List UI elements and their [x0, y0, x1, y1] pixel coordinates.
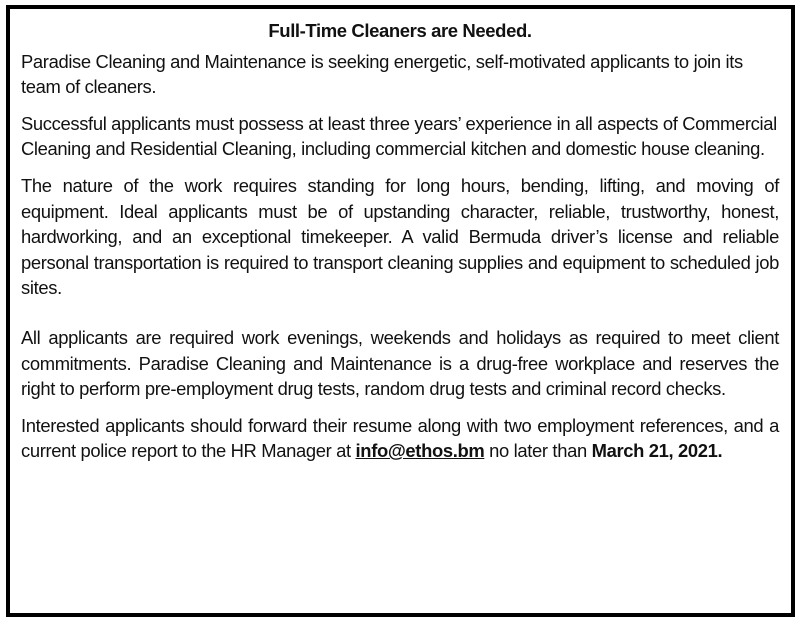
requirements-paragraph: All applicants are required work evenings, weekends and holidays as required to meet client commitments. Paradise Cleaning and Maintenance is a drug-free workplace and reserves the right to perform pre-employment drug tests, random drug tests and criminal record checks.: [21, 326, 779, 400]
work-nature-paragraph: The nature of the work requires standing for long hours, bending, lifting, and moving of equipment. Ideal applicants must be of upstanding character, reliable, trustworthy, honest, hardworking, and an exceptional timekeeper. A valid Bermuda driver’s license and reliable personal transportation is required to transport cleaning supplies and equipment to scheduled job sites.: [21, 174, 779, 299]
contact-email-link[interactable]: info@ethos.bm: [355, 440, 485, 462]
application-text: Interested applicants should forward their resume along with two employment references, and a current police report to the HR Manager at: [21, 414, 779, 462]
application-deadline: March 21, 2021.: [591, 440, 723, 462]
application-paragraph: [21, 413, 779, 464]
ad-title: Full-Time Cleaners are Needed.: [268, 20, 532, 41]
intro-paragraph: Paradise Cleaning and Maintenance is seeking energetic, self-motivated applicants to join its team of cleaners.: [21, 50, 743, 98]
job-advertisement-content: [21, 9, 779, 475]
experience-paragraph: Successful applicants must possess at least three years’ experience in all aspects of Commercial Cleaning and Residential Cleaning, including commercial kitchen and domestic house cleaning.: [21, 112, 777, 160]
application-text-middle: no later than: [484, 440, 592, 462]
job-advertisement-frame: [6, 5, 795, 617]
